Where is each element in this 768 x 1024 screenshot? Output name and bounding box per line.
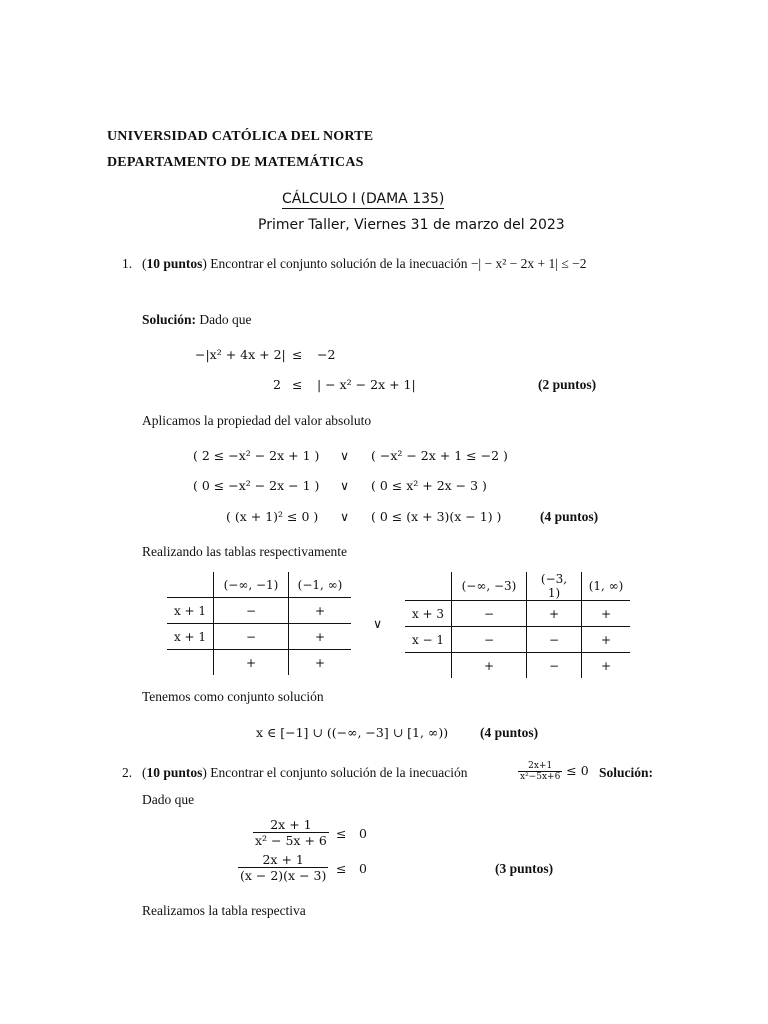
table-cell: x − 1 <box>405 627 452 653</box>
table-cell: + <box>527 601 582 627</box>
course-subtitle: Primer Taller, Viernes 31 de marzo del 2023 <box>258 217 565 233</box>
table-cell: (−3, 1) <box>527 572 582 601</box>
table-cell: − <box>452 627 527 653</box>
problem-1-statement: (10 puntos) Encontrar el conjunto solución de la inecuación −| − x² − 2x + 1| ≤ −2 <box>142 256 587 271</box>
case3-or: ∨ <box>340 509 350 524</box>
inline-rel: ≤ 0 <box>566 763 589 778</box>
department-name: DEPARTAMENTO DE MATEMÁTICAS <box>107 155 364 170</box>
case2-left: ( 0 ≤ −x² − 2x − 1 ) <box>193 478 320 493</box>
fraction-1-zero: 0 <box>359 826 367 841</box>
fraction-2-rel: ≤ <box>336 861 347 876</box>
eq2-left: 2 <box>273 377 281 392</box>
table-row <box>167 598 351 624</box>
problem-1-text: Encontrar el conjunto solución de la inecuación −| − x² − 2x + 1| ≤ −2 <box>210 256 587 271</box>
sign-table-1 <box>167 572 351 675</box>
table-cell: (1, ∞) <box>582 572 631 601</box>
fraction-2-den: (x − 2)(x − 3) <box>240 868 327 883</box>
fraction-1-num: 2x + 1 <box>253 817 329 833</box>
problem-2-statement: (10 puntos) Encontrar el conjunto solución de la inecuación <box>142 765 468 780</box>
fraction-2-body <box>238 852 328 883</box>
fraction-1-den: x² − 5x + 6 <box>255 833 327 848</box>
case2-right: ( 0 ≤ x² + 2x − 3 ) <box>371 478 487 493</box>
table-cell: + <box>289 624 352 650</box>
sign-table-2 <box>405 572 630 678</box>
table-cell: + <box>289 650 352 676</box>
table-row <box>405 653 630 679</box>
points-p2: (3 puntos) <box>495 861 554 876</box>
eq1-left: −|x² + 4x + 2| <box>195 347 286 362</box>
table-cell <box>167 650 214 676</box>
problem-2-number: 2. <box>122 765 133 780</box>
table-cell: − <box>527 627 582 653</box>
fraction-1 <box>253 817 329 848</box>
fraction-2-num: 2x + 1 <box>238 852 328 868</box>
table-row <box>405 601 630 627</box>
solution-set: x ∈ [−1] ∪ ((−∞, −3] ∪ [1, ∞)) <box>256 725 449 740</box>
solution-2-label: Solución: <box>599 765 654 780</box>
table-cell <box>405 572 452 601</box>
table-cell: (−∞, −3) <box>452 572 527 601</box>
table-cell: − <box>214 624 289 650</box>
solution-1-label: Solución: <box>142 312 197 327</box>
table-cell: + <box>582 601 631 627</box>
eq1-rel: ≤ <box>292 347 303 362</box>
case1-left: ( 2 ≤ −x² − 2x + 1 ) <box>193 448 320 463</box>
points-a: (2 puntos) <box>538 377 597 392</box>
university-name: UNIVERSIDAD CATÓLICA DEL NORTE <box>107 129 374 144</box>
table-cell: (−∞, −1) <box>214 572 289 598</box>
inline-fraction <box>518 761 562 782</box>
table-cell: x + 1 <box>167 624 214 650</box>
case3-left: ( (x + 1)² ≤ 0 ) <box>226 509 319 524</box>
table-cell: + <box>582 653 631 679</box>
table-row <box>167 650 351 676</box>
eq1-right: −2 <box>317 347 336 362</box>
table-cell: − <box>214 598 289 624</box>
table-text: Realizamos la tabla respectiva <box>142 903 306 918</box>
problem-2-inequality <box>518 761 589 782</box>
table-cell: − <box>527 653 582 679</box>
problem-2-text: Encontrar el conjunto solución de la inecuación <box>210 765 468 780</box>
table-row <box>167 572 351 598</box>
solution-set-text: Tenemos como conjunto solución <box>142 689 324 704</box>
solution-1-intro <box>142 312 252 328</box>
solution-2-intro: Dado que <box>142 792 195 807</box>
table-cell <box>405 653 452 679</box>
course-title: CÁLCULO I (DAMA 135) <box>282 191 445 207</box>
problem-2-points: 10 puntos <box>146 765 203 780</box>
table-cell: x + 1 <box>167 598 214 624</box>
problem-1-points: 10 puntos <box>146 256 203 271</box>
eq2-right: | − x² − 2x + 1| <box>317 377 416 392</box>
table-cell: + <box>214 650 289 676</box>
table-row <box>405 572 630 601</box>
table-cell: + <box>289 598 352 624</box>
fraction-1-body <box>253 817 329 848</box>
solution-1-intro-text: Dado que <box>199 312 252 327</box>
property-text: Aplicamos la propiedad del valor absoluto <box>142 413 372 428</box>
table-row <box>167 624 351 650</box>
table-cell: + <box>452 653 527 679</box>
points-c: (4 puntos) <box>480 725 539 740</box>
table-row <box>405 627 630 653</box>
table-cell: x + 3 <box>405 601 452 627</box>
inline-fraction-num: 2x+1 <box>518 761 562 772</box>
points-b: (4 puntos) <box>540 509 599 524</box>
fraction-1-rel: ≤ <box>336 826 347 841</box>
table-cell: + <box>582 627 631 653</box>
table-cell: (−1, ∞) <box>289 572 352 598</box>
tables-or: ∨ <box>373 616 383 631</box>
inline-fraction-den: x²−5x+6 <box>520 772 561 782</box>
tables-text: Realizando las tablas respectivamente <box>142 544 348 559</box>
eq2-rel: ≤ <box>292 377 303 392</box>
table-cell <box>167 572 214 598</box>
case2-or: ∨ <box>340 478 350 493</box>
fraction-2 <box>238 852 328 883</box>
table-cell: − <box>452 601 527 627</box>
case1-right: ( −x² − 2x + 1 ≤ −2 ) <box>371 448 508 463</box>
problem-1-number: 1. <box>122 256 133 271</box>
case3-right: ( 0 ≤ (x + 3)(x − 1) ) <box>371 509 502 524</box>
case1-or: ∨ <box>340 448 350 463</box>
fraction-2-zero: 0 <box>359 861 367 876</box>
